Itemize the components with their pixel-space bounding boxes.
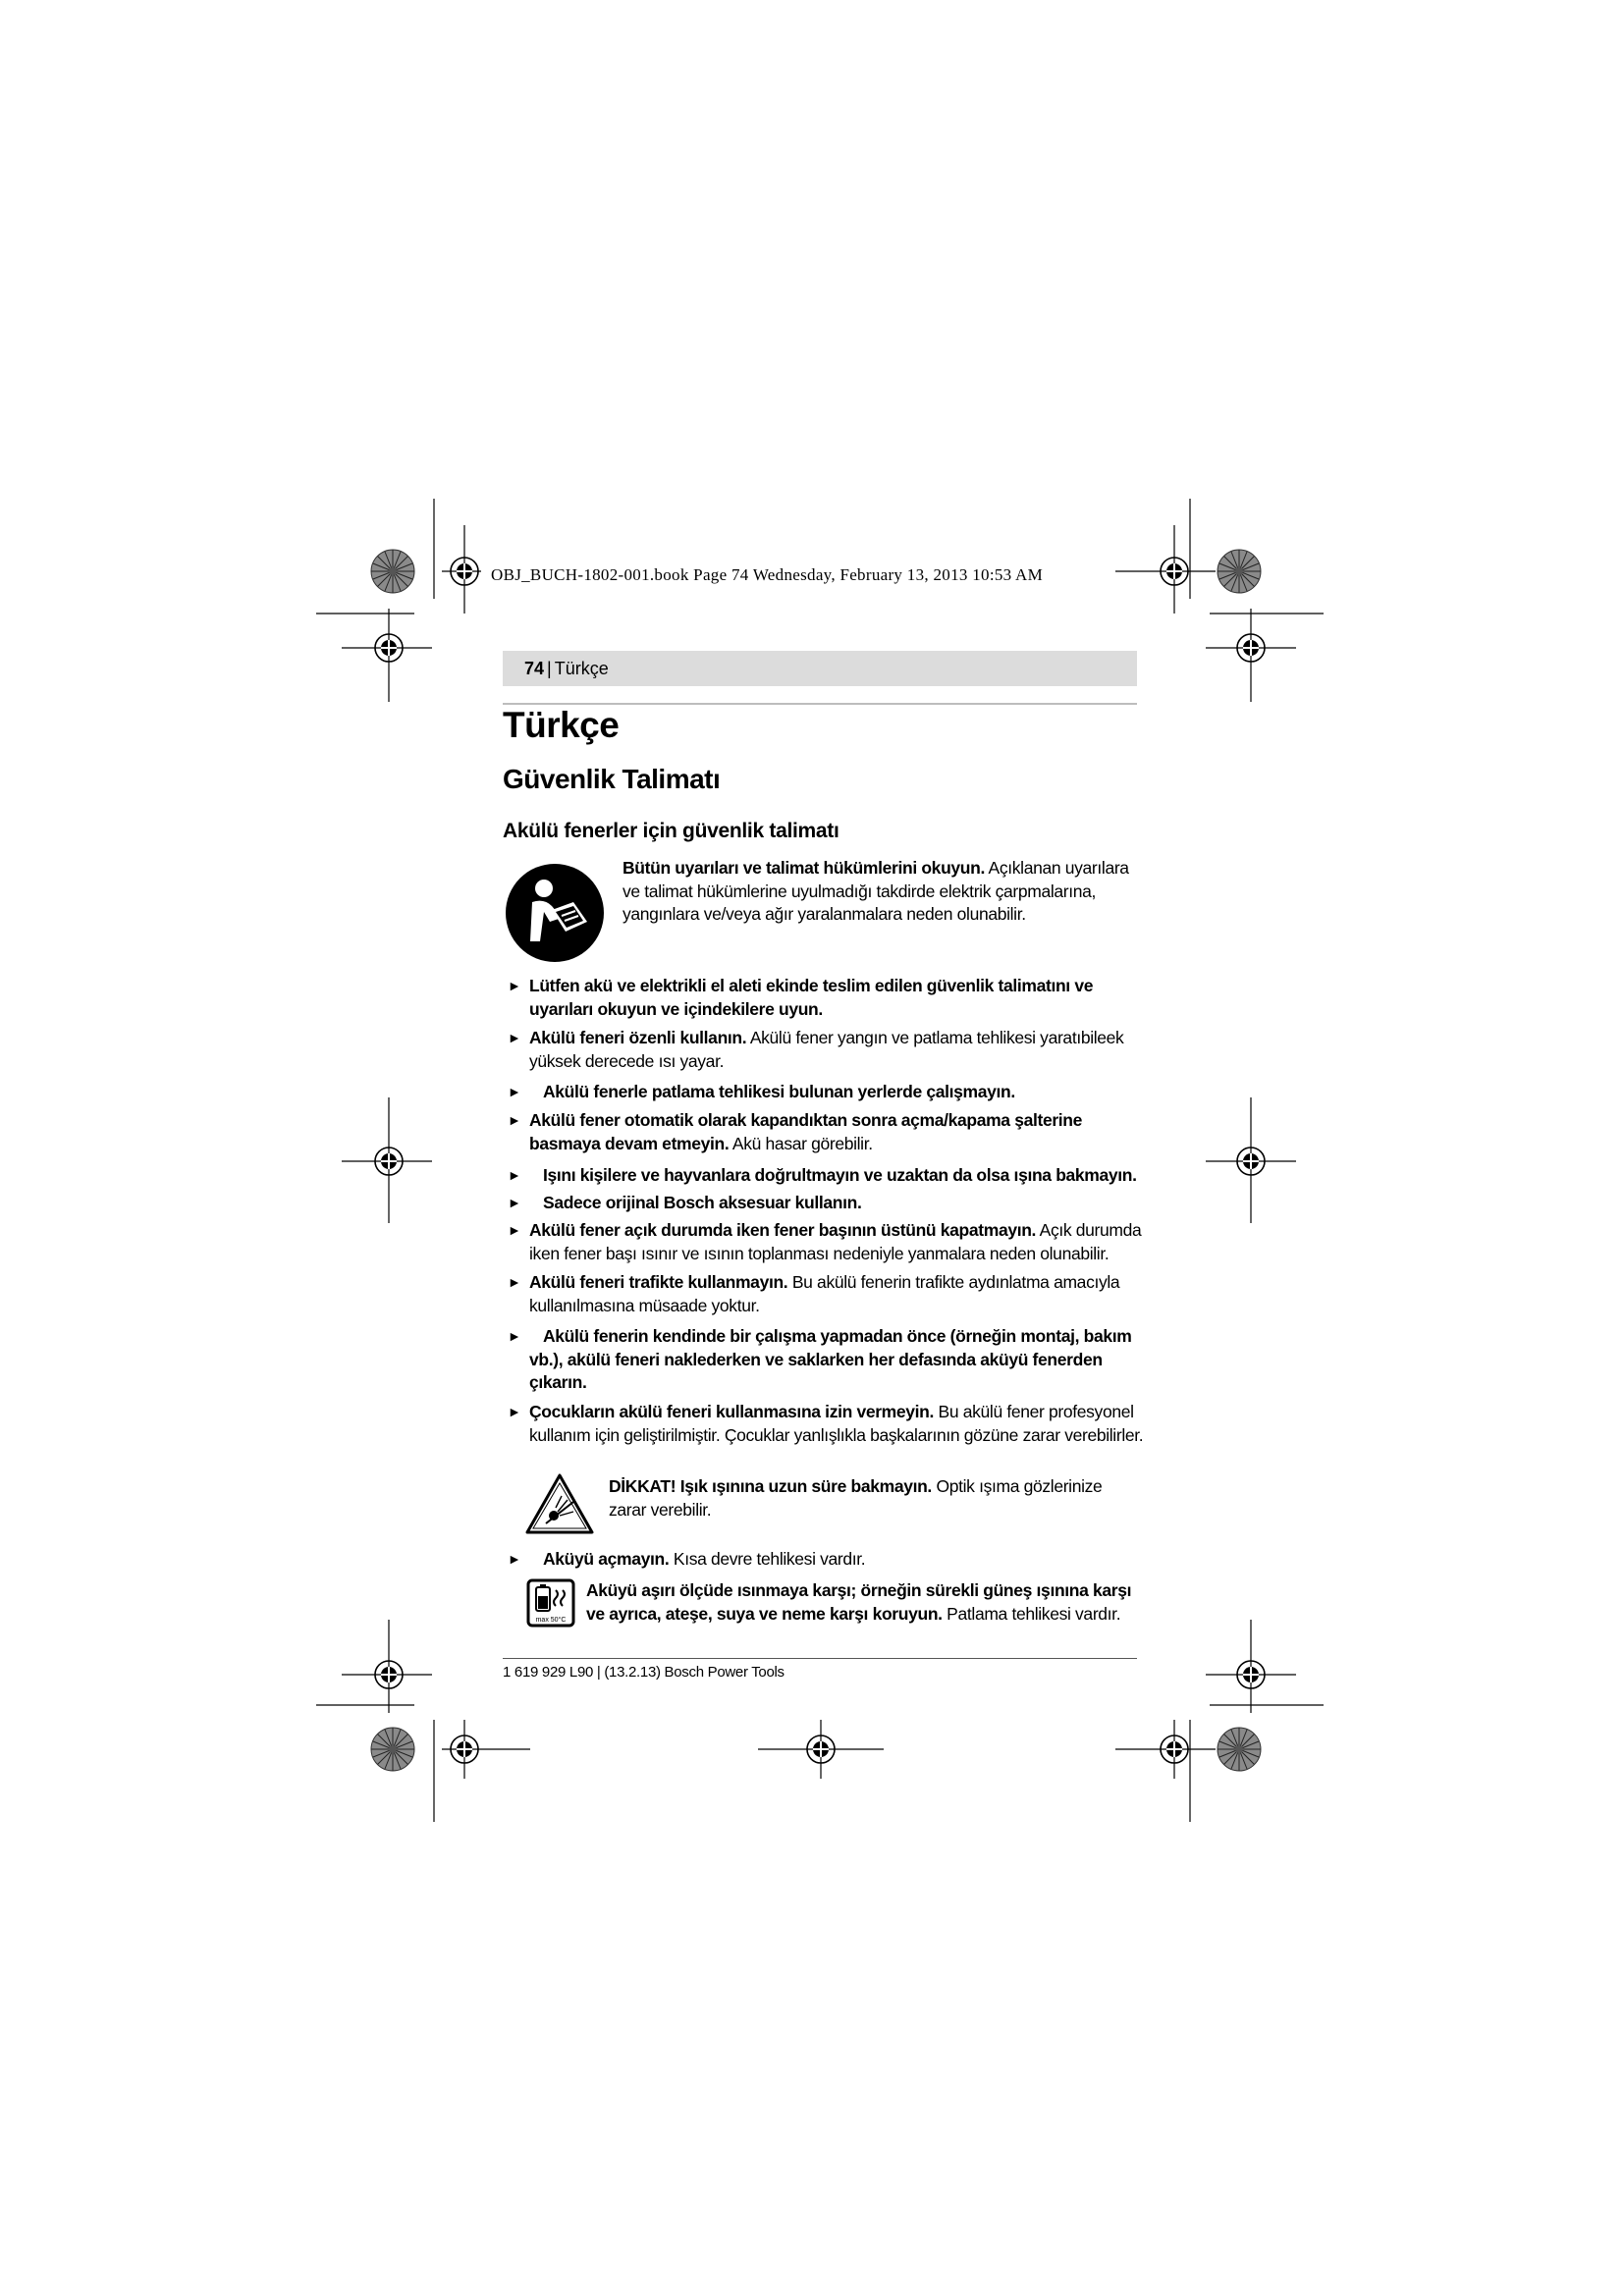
list-item (508, 1192, 1144, 1215)
bullet-arrow: ► (508, 1551, 521, 1567)
bullet-arrow: ► (508, 1404, 521, 1419)
item-text: Bu akülü fenerin trafikte aydınlatma amacıyla kullanılmasına müsaade yoktur. (529, 1272, 1120, 1315)
item-bold: Akülü fener açık durumda iken fener başının üstünü kapatmayın. (529, 1220, 1037, 1240)
item-bold: Akülü fenerin kendinde bir çalışma yapmadan önce (örneğin montaj, bakım vb.), akülü feneri naklederken ve saklarken her defasında aküyü fenerden çıkarın. (529, 1326, 1132, 1392)
bullet-arrow: ► (508, 1274, 521, 1290)
header-language: Türkçe (554, 658, 609, 678)
item-bold: Çocukların akülü feneri kullanmasına izin vermeyin. (529, 1402, 935, 1421)
item-bold: Akülü fener otomatik olarak kapandıktan sonra açma/kapama şalterine basmaya devam etmeyin. (529, 1110, 1083, 1153)
intro-paragraph (623, 857, 1143, 927)
read-manual-icon (505, 863, 605, 963)
list-item (508, 975, 1144, 1021)
item-text: Akü hasar görebilir. (729, 1133, 873, 1153)
section-title: Güvenlik Talimatı (503, 764, 721, 794)
bullet-arrow: ► (508, 1222, 521, 1238)
item-text: Bu akülü fener profesyonel kullanım için geliştirilmiştir. Çocuklar yanlışlıkla başkalarının gözüne zarar verebilirler. (529, 1402, 1144, 1445)
item-text: Akülü fener yangın ve patlama tehlikesi yaratıbileek yüksek derecede ısı yayar. (529, 1028, 1124, 1071)
list-item (508, 1548, 1144, 1572)
page-number: 74 (524, 658, 545, 678)
warning-text: Optik ışıma gözlerinize zarar verebilir. (609, 1476, 1103, 1520)
battery-heat-icon-label: max 50°C (535, 1617, 567, 1624)
battery-heat-icon (526, 1578, 575, 1628)
bullet-arrow: ► (508, 1328, 521, 1344)
battery-heat-bold: Aküyü aşırı ölçüde ısınmaya karşı; örneğin sürekli güneş ışınına karşı ve ayrıca, ateşe, suya ve neme karşı koruyun. (586, 1580, 1132, 1624)
battery-heat-text: Patlama tehlikesi vardır. (942, 1603, 1121, 1624)
intro-bold: Bütün uyarıları ve talimat hükümlerini okuyun. (623, 858, 985, 878)
list-item (508, 1401, 1144, 1447)
warning-bold: DİKKAT! Işık ışınına uzun süre bakmayın. (609, 1476, 932, 1496)
list-item (508, 1325, 1144, 1395)
item-bold: Lütfen akü ve elektrikli el aleti ekinde teslim edilen güvenlik talimatını ve uyarıları okuyun ve içindekilere uyun. (529, 976, 1094, 1019)
list-item (508, 1081, 1144, 1104)
running-header (503, 651, 1137, 686)
bullet-arrow: ► (508, 1167, 521, 1183)
bullet-arrow: ► (508, 978, 521, 993)
item-text: Kısa devre tehlikesi vardır. (669, 1549, 866, 1569)
item-bold: Akülü feneri özenli kullanın. (529, 1028, 747, 1047)
list-item (508, 1027, 1144, 1073)
subsection-title: Akülü fenerler için güvenlik talimatı (503, 820, 839, 842)
list-item (508, 1109, 1144, 1155)
bullet-arrow: ► (508, 1195, 521, 1210)
item-bold: Sadece orijinal Bosch aksesuar kullanın. (543, 1193, 862, 1212)
light-radiation-warning-icon (524, 1472, 595, 1535)
bullet-arrow: ► (508, 1084, 521, 1099)
list-item (508, 1271, 1144, 1317)
intro-text: Açıklanan uyarılara ve talimat hükümlerine uyulmadığı takdirde elektrik çarpmalarına, yangınlara ve/veya ağır yaralanmalara neden olunabilir. (623, 858, 1129, 924)
header-separator: | (547, 658, 552, 678)
print-slug: OBJ_BUCH-1802-001.book Page 74 Wednesday, February 13, 2013 10:53 AM (491, 565, 1044, 584)
item-bold: Aküyü açmayın. (543, 1549, 670, 1569)
list-item (508, 1219, 1144, 1265)
bullet-arrow: ► (508, 1030, 521, 1045)
item-text: Açık durumda iken fener başı ısınır ve ısının toplanması nedeniyle yanmalara neden olunabilir. (529, 1220, 1142, 1263)
light-warning-paragraph (609, 1475, 1144, 1522)
item-bold: Akülü feneri trafikte kullanmayın. (529, 1272, 788, 1292)
list-item (508, 1164, 1144, 1188)
footer-rule (503, 1658, 1137, 1659)
item-bold: Akülü fenerle patlama tehlikesi bulunan yerlerde çalışmayın. (543, 1082, 1015, 1101)
page-footer: 1 619 929 L90 | (13.2.13) Bosch Power Tools (503, 1664, 785, 1681)
battery-heat-paragraph (586, 1579, 1144, 1626)
bullet-arrow: ► (508, 1112, 521, 1128)
item-bold: Işını kişilere ve hayvanlara doğrultmayın ve uzaktan da olsa ışına bakmayın. (543, 1165, 1137, 1185)
page-title: Türkçe (503, 705, 620, 745)
